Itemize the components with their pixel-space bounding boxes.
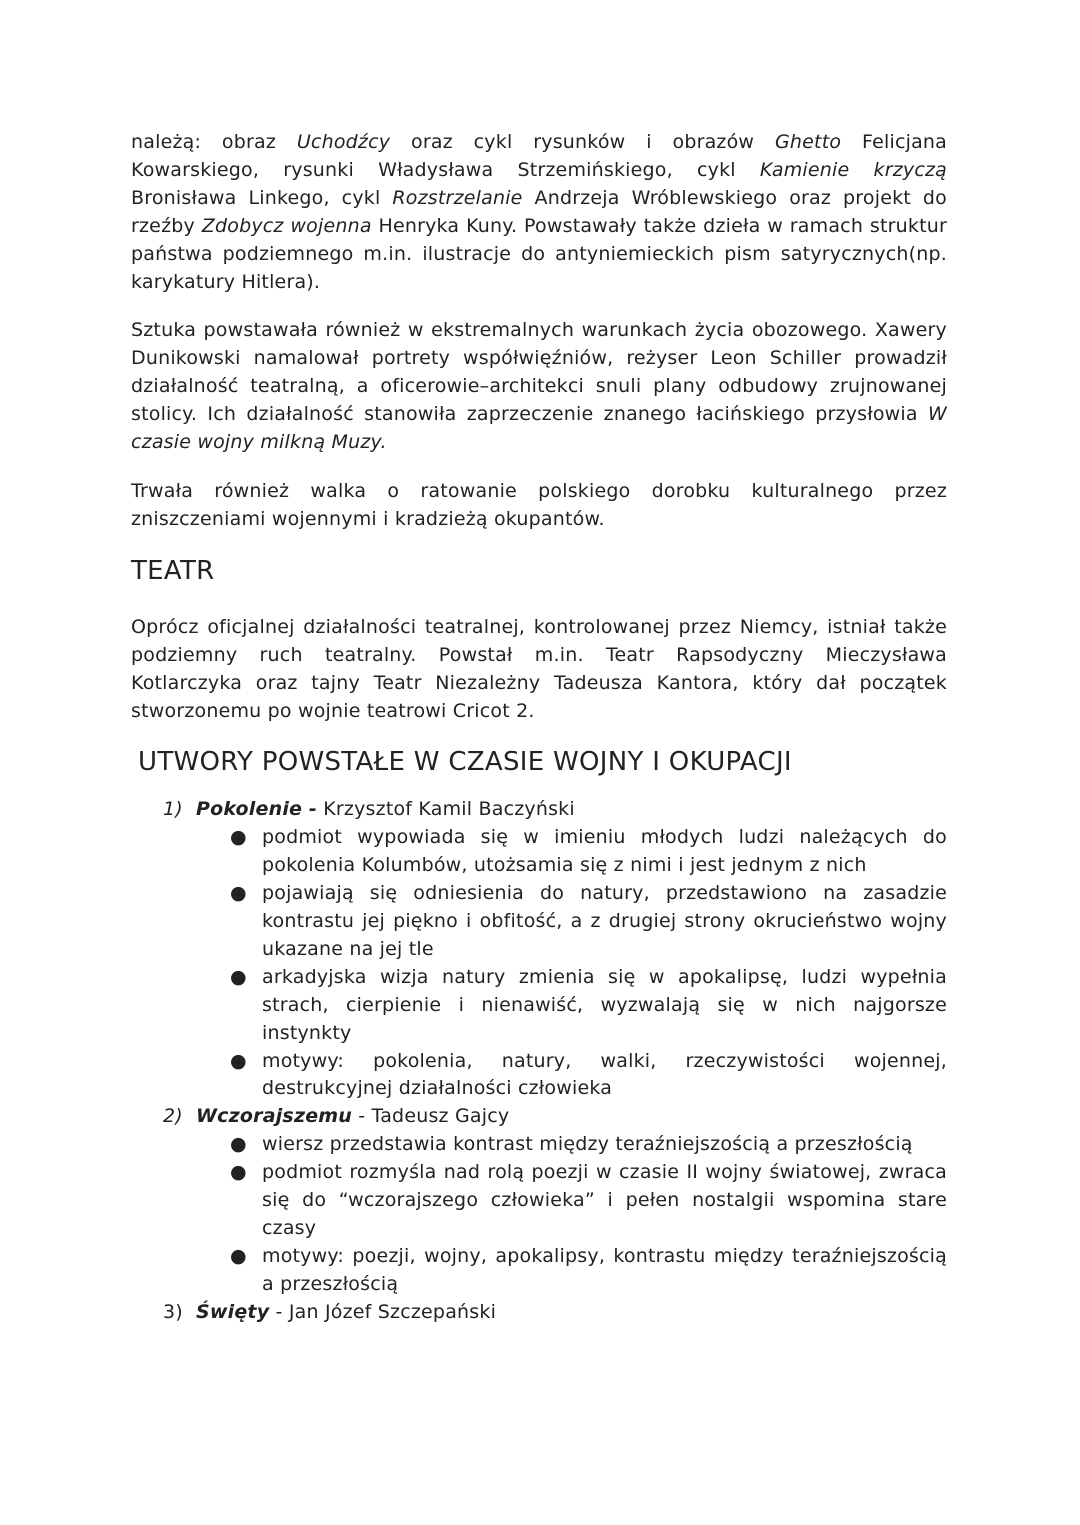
bullet-icon: ● <box>230 882 247 905</box>
work-title: Wczorajszemu <box>196 1105 353 1128</box>
paragraph-text: Henryka Kuny. Powstawały także dzieła w ramach struktur państwa podziemnego m.in. ilustracje do antyniemieckich pism satyrycznych(np. karykatury Hitlera). <box>131 214 947 293</box>
italic-title-text: Ghetto <box>775 131 842 153</box>
work-author: - Tadeusz Gajcy <box>352 1105 510 1128</box>
work-point-text: podmiot rozmyśla nad rolą poezji w czasie II wojny światowej, zwraca się do “wczorajszego człowieka” i pełen nostalgii wspomina stare czasy <box>262 1161 947 1239</box>
paragraph-text: oraz cykl rysunków i obrazów <box>390 131 775 153</box>
work-point <box>230 964 947 1048</box>
italic-title-text: W czasie wojny milkną Muzy. <box>131 403 947 454</box>
works-heading: UTWORY POWSTAŁE W CZASIE WOJNY I OKUPACJI <box>138 747 792 778</box>
document-page <box>131 129 947 1327</box>
work-title: Święty <box>196 1300 270 1323</box>
intro-paragraph <box>131 129 947 296</box>
work-point-text: arkadyjska wizja natury zmienia się w apokalipsę, ludzi wypełnia strach, cierpienie i nienawiść, wyzwalają się w nich najgorsze instynkty <box>262 965 947 1044</box>
work-point <box>230 1159 947 1243</box>
italic-title-text: Zdobycz wojenna <box>201 214 372 237</box>
italic-title-text: Rozstrzelanie <box>392 186 523 209</box>
bullet-icon: ● <box>230 1244 247 1267</box>
paragraph-text: Andrzeja Wróblewskiego oraz projekt do rzeźby <box>131 186 947 237</box>
italic-title-text: Uchodźcy <box>296 131 391 153</box>
work-point <box>230 824 947 880</box>
work-point <box>230 1048 947 1104</box>
italic-title-text: Kamienie krzyczą <box>759 158 947 181</box>
work-point <box>230 1243 947 1299</box>
camp-art-paragraph <box>131 317 947 457</box>
work-point-text: podmiot wypowiada się w imieniu młodych ludzi należących do pokolenia Kolumbów, utożsamia się z nimi i jest jednym z nich <box>262 826 947 877</box>
paragraph-text: Sztuka powstawała również w ekstremalnych warunkach życia obozowego. Xawery Dunikowski namalował portrety współwięźniów, reżyser Leon Schiller prowadził działalność teatralną, a oficerowie–architekci snuli plany odbudowy zrujnowanej stolicy. Ich działalność stanowiła zaprzeczenie znanego łacińskiego przysłowia <box>131 319 947 426</box>
work-title: Pokolenie - <box>196 798 318 821</box>
bullet-icon: ● <box>230 1161 247 1184</box>
work-item <box>131 1299 947 1327</box>
work-number: 2) <box>163 1105 183 1128</box>
rescue-paragraph: Trwała również walka o ratowanie polskiego dorobku kulturalnego przez zniszczeniami wojennymi i kradzieżą okupantów. <box>131 479 947 530</box>
work-item <box>131 796 947 1103</box>
work-author: Krzysztof Kamil Baczyński <box>317 798 575 821</box>
work-points-list <box>196 824 947 1103</box>
bullet-icon: ● <box>230 1133 247 1156</box>
paragraph-text: Felicjana Kowarskiego, rysunki Władysława Strzemińskiego, cykl <box>131 131 947 181</box>
work-author: - Jan Józef Szczepański <box>269 1300 497 1323</box>
work-point <box>230 880 947 964</box>
teatr-paragraph: Oprócz oficjalnej działalności teatralnej, kontrolowanej przez Niemcy, istniał także podziemny ruch teatralny. Powstał m.in. Teatr Rapsodyczny Mieczysława Kotlarczyka oraz tajny Teatr Niezależny Tadeusza Kantora, który dał początek stworzonemu po wojnie teatrowi Cricot 2. <box>131 615 947 722</box>
work-item <box>131 1103 947 1298</box>
bullet-icon: ● <box>230 826 247 849</box>
work-points-list <box>196 1131 947 1298</box>
teatr-heading: TEATR <box>131 555 215 586</box>
bullet-icon: ● <box>230 965 247 988</box>
paragraph-text: należą: obraz <box>131 131 297 153</box>
work-number: 3) <box>163 1300 183 1323</box>
work-point-text: wiersz przedstawia kontrast między teraźniejszością a przeszłością <box>262 1133 913 1156</box>
work-point <box>230 1131 947 1159</box>
work-point-text: motywy: pokolenia, natury, walki, rzeczywistości wojennej, destrukcyjnej działalności człowieka <box>262 1049 947 1100</box>
bullet-icon: ● <box>230 1049 247 1072</box>
works-list <box>131 796 947 1326</box>
work-point-text: motywy: poezji, wojny, apokalipsy, kontrastu między teraźniejszością a przeszłością <box>262 1244 947 1295</box>
work-number: 1) <box>163 798 183 821</box>
work-point-text: pojawiają się odniesienia do natury, przedstawiono na zasadzie kontrastu jej piękno i obfitość, a z drugiej strony okrucieństwo wojny ukazane na jej tle <box>262 882 947 960</box>
paragraph-text: Bronisława Linkego, cykl <box>131 186 393 209</box>
